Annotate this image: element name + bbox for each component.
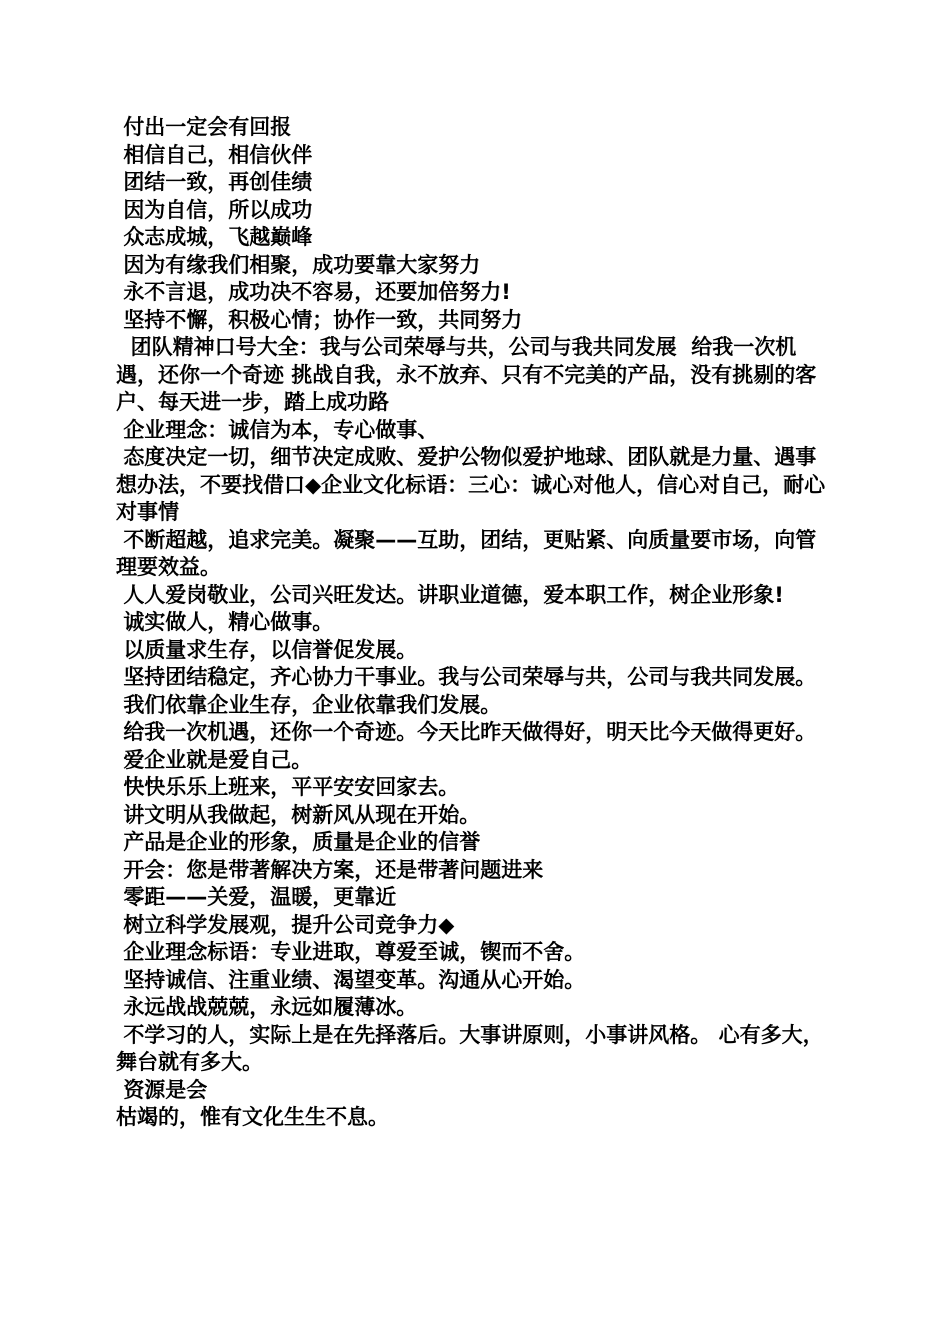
text-line: 因为有缘我们相聚，成功要靠大家努力 xyxy=(116,252,481,277)
text-line: 产品是企业的形象，质量是企业的信誉 xyxy=(116,830,481,854)
text-line: 快快乐乐上班来，平平安安回家去。 xyxy=(116,775,460,799)
text-line: 众志成城，飞越巅峰 xyxy=(116,225,313,249)
text-line: 诚实做人，精心做事。 xyxy=(116,610,334,634)
text-line: 企业理念标语：专业进取，尊爱至诚，锲而不舍。 xyxy=(116,940,586,964)
text-paragraph: 坚持团结稳定，齐心协力干事业。我与公司荣辱与共，公司与我共同发展。 xyxy=(116,665,817,689)
text-line: 永远战战兢兢，永远如履薄冰。 xyxy=(116,995,418,1019)
text-paragraph: 给我一次机遇，还你一个奇迹。今天比昨天做得好，明天比今天做得更好。 xyxy=(116,720,817,744)
text-line: 零距——关爱，温暖，更靠近 xyxy=(116,885,397,909)
text-paragraph: 团队精神口号大全：我与公司荣辱与共，公司与我共同发展 给我一次机遇，还你一个奇迹 挑战自我，永不放弃、只有不完美的产品，没有挑剔的客户、每天进一步，踏上成功路 xyxy=(116,335,817,414)
text-line: 以质量求生存，以信誉促发展。 xyxy=(116,637,418,662)
text-line: 开会：您是带著解决方案，还是带著问题进来 xyxy=(116,857,544,882)
text-line: 企业理念：诚信为本，专心做事、 xyxy=(116,417,439,442)
text-paragraph: 不断超越，追求完美。凝聚——互助，团结，更贴紧、向质量要市场，向管理要效益。 xyxy=(116,527,817,579)
text-line: 树立科学发展观，提升公司竞争力◆ xyxy=(116,912,455,937)
text-line: 付出一定会有回报 xyxy=(116,115,292,139)
text-line: 因为自信，所以成功 xyxy=(116,197,313,222)
text-line: 永不言退，成功决不容易，还要加倍努力! xyxy=(116,280,511,304)
text-line: 爱企业就是爱自己。 xyxy=(116,747,313,772)
document-page xyxy=(116,114,834,1132)
text-line: 讲文明从我做起，树新风从现在开始。 xyxy=(116,802,481,827)
text-paragraph: 态度决定一切，细节决定成败、爱护公物似爱护地球、团队就是力量、遇事想办法，不要找借口◆企业文化标语：三心：诚心对他人，信心对自己，耐心对事情 xyxy=(116,445,826,524)
text-line: 团结一致，再创佳绩 xyxy=(116,170,313,194)
text-line: 枯竭的，惟有文化生生不息。 xyxy=(116,1105,389,1129)
text-line: 我们依靠企业生存，企业依靠我们发展。 xyxy=(116,692,502,717)
text-line: 坚持不懈，积极心情；协作一致，共同努力 xyxy=(116,307,523,332)
text-line: 相信自己，相信伙伴 xyxy=(116,142,313,167)
text-paragraph: 不学习的人，实际上是在先择落后。大事讲原则，小事讲风格。 心有多大，舞台就有多大。 xyxy=(116,1022,824,1074)
text-line: 资源是会 xyxy=(116,1077,208,1102)
text-line: 坚持诚信、注重业绩、渴望变革。沟通从心开始。 xyxy=(116,967,586,992)
text-paragraph: 人人爱岗敬业，公司兴旺发达。讲职业道德，爱本职工作，树企业形象! xyxy=(116,582,784,607)
